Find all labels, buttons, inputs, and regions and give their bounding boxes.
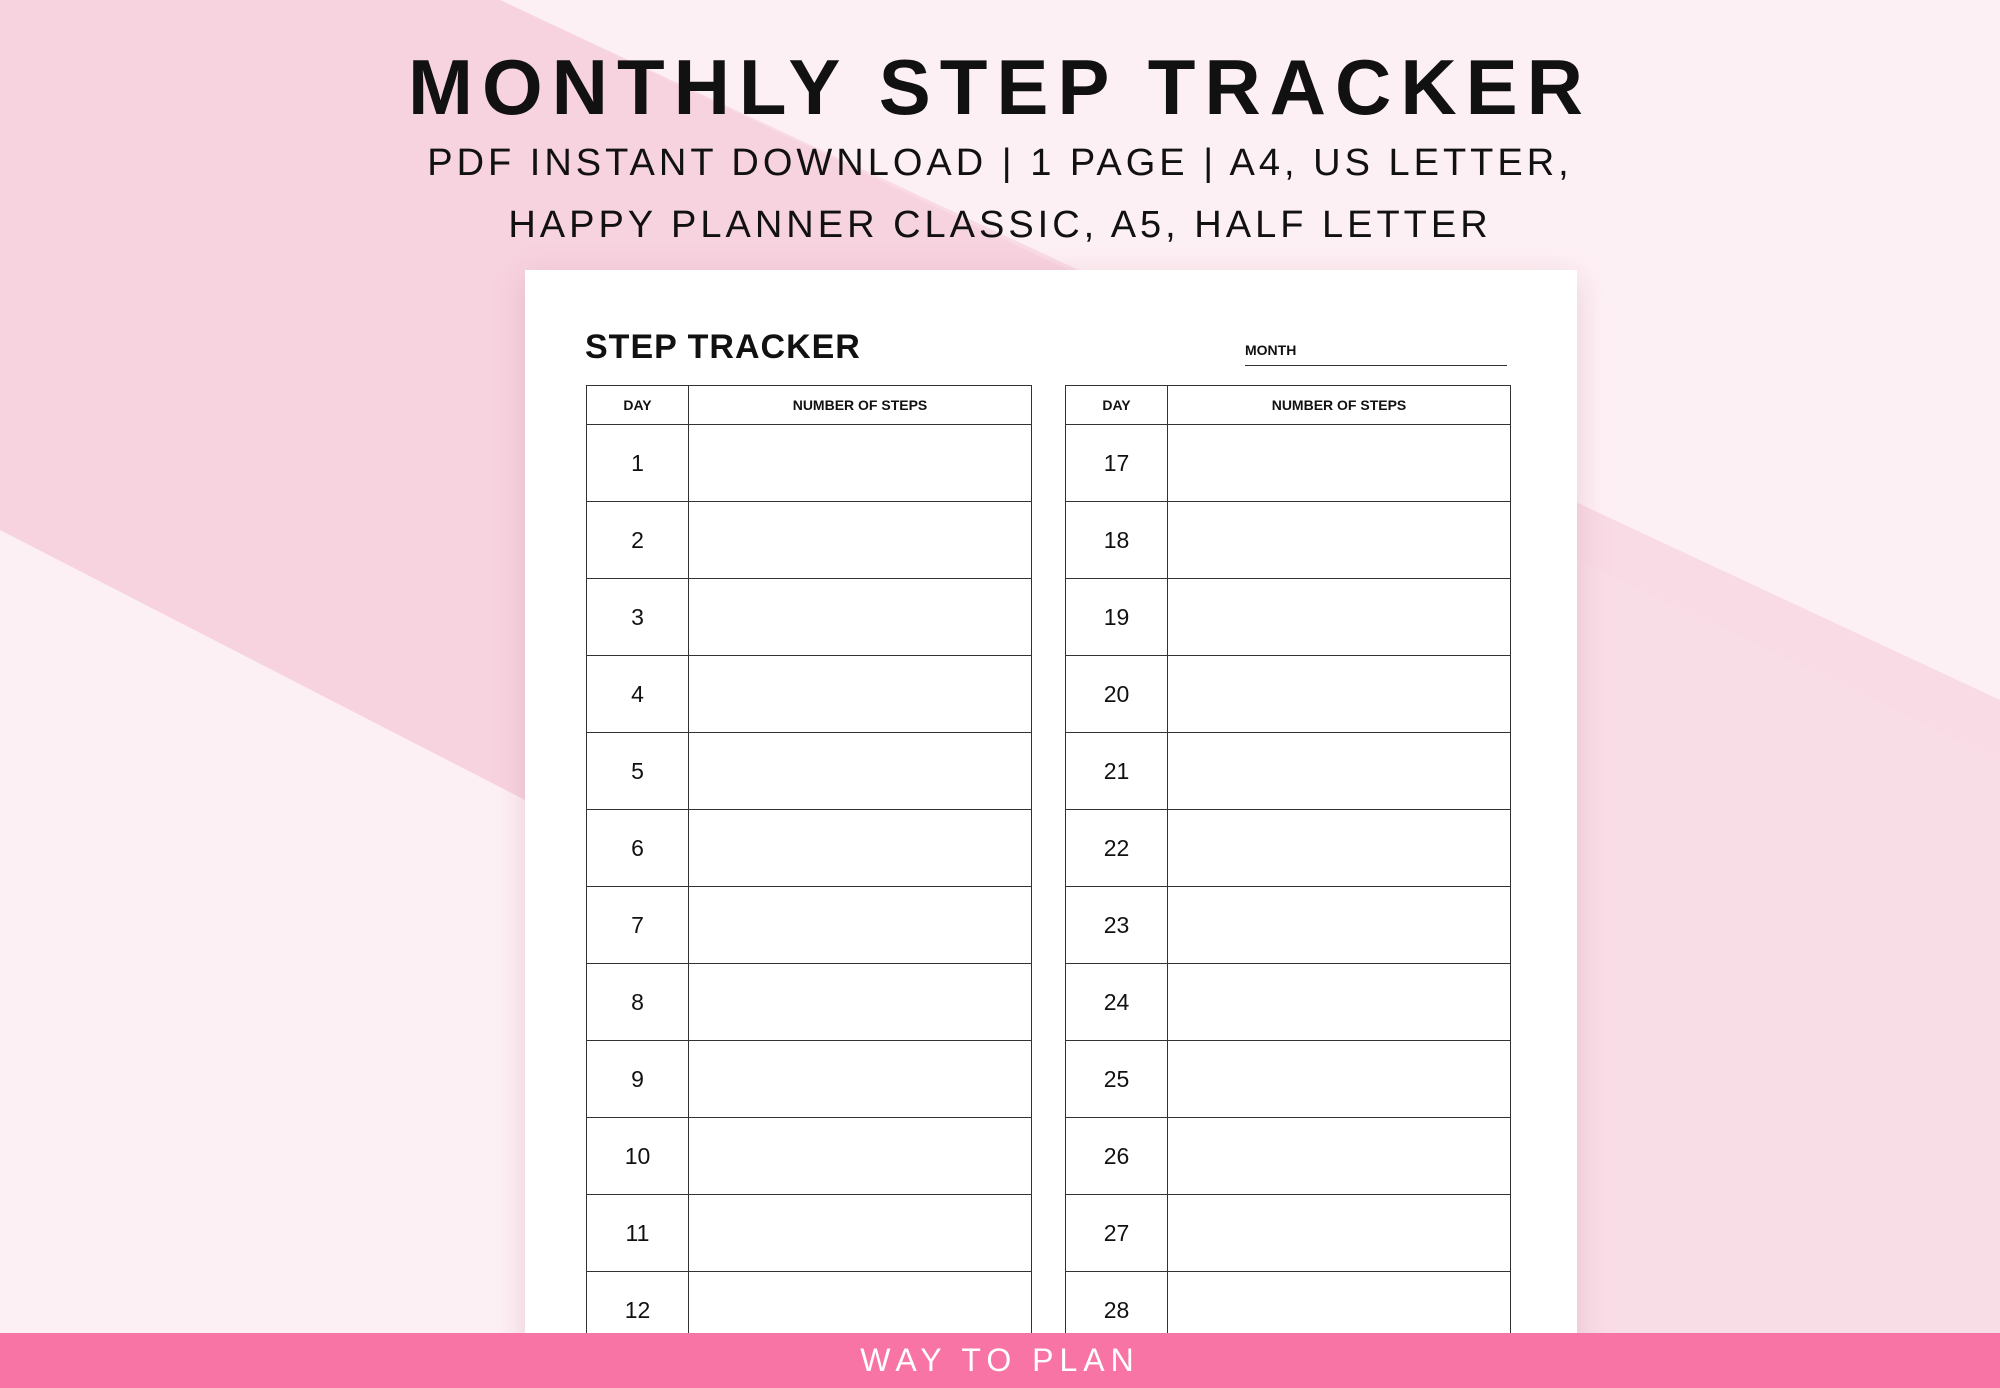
- steps-entry-cell: [689, 964, 1032, 1041]
- table-row: [1066, 964, 1511, 1041]
- day-column-header: DAY: [587, 386, 689, 425]
- table-header-row: [1066, 386, 1511, 425]
- subtitle-line-1: PDF INSTANT DOWNLOAD | 1 PAGE | A4, US LETTER,: [427, 142, 1573, 184]
- steps-entry-cell: [689, 425, 1032, 502]
- day-number: 25: [1066, 1041, 1168, 1118]
- steps-entry-cell: [1168, 733, 1511, 810]
- table-row: [1066, 1118, 1511, 1195]
- table-row: [1066, 1041, 1511, 1118]
- steps-column-header: NUMBER OF STEPS: [1168, 386, 1511, 425]
- steps-entry-cell: [689, 810, 1032, 887]
- table-row: [587, 502, 1032, 579]
- table-row: [587, 656, 1032, 733]
- tracker-table-right: [1065, 385, 1511, 1349]
- table-row: [587, 1118, 1032, 1195]
- steps-entry-cell: [1168, 1041, 1511, 1118]
- day-number: 2: [587, 502, 689, 579]
- tracker-table-left: [586, 385, 1032, 1349]
- steps-entry-cell: [1168, 579, 1511, 656]
- steps-entry-cell: [1168, 887, 1511, 964]
- table-row: [1066, 579, 1511, 656]
- month-fill-line: [1245, 365, 1507, 366]
- table-row: [1066, 1195, 1511, 1272]
- day-number: 23: [1066, 887, 1168, 964]
- table-row: [1066, 656, 1511, 733]
- printable-sheet: [525, 270, 1577, 1370]
- day-number: 19: [1066, 579, 1168, 656]
- day-column-header: DAY: [1066, 386, 1168, 425]
- day-number: 7: [587, 887, 689, 964]
- day-number: 18: [1066, 502, 1168, 579]
- table-row: [1066, 425, 1511, 502]
- day-number: 26: [1066, 1118, 1168, 1195]
- day-number: 3: [587, 579, 689, 656]
- table-row: [587, 425, 1032, 502]
- steps-entry-cell: [689, 502, 1032, 579]
- steps-entry-cell: [1168, 502, 1511, 579]
- steps-entry-cell: [689, 656, 1032, 733]
- day-number: 6: [587, 810, 689, 887]
- table-row: [587, 733, 1032, 810]
- subtitle-line-2: HAPPY PLANNER CLASSIC, A5, HALF LETTER: [508, 204, 1492, 246]
- day-number: 24: [1066, 964, 1168, 1041]
- steps-entry-cell: [1168, 656, 1511, 733]
- table-row: [587, 887, 1032, 964]
- table-row: [587, 810, 1032, 887]
- steps-entry-cell: [1168, 810, 1511, 887]
- table-row: [1066, 810, 1511, 887]
- steps-entry-cell: [1168, 1118, 1511, 1195]
- day-number: 10: [587, 1118, 689, 1195]
- day-number: 5: [587, 733, 689, 810]
- steps-entry-cell: [689, 1195, 1032, 1272]
- day-number: 17: [1066, 425, 1168, 502]
- steps-entry-cell: [1168, 964, 1511, 1041]
- steps-entry-cell: [689, 1041, 1032, 1118]
- day-number: 9: [587, 1041, 689, 1118]
- day-number: 8: [587, 964, 689, 1041]
- steps-column-header: NUMBER OF STEPS: [689, 386, 1032, 425]
- day-number: 27: [1066, 1195, 1168, 1272]
- day-number: 12: [587, 1272, 689, 1349]
- table-row: [587, 1041, 1032, 1118]
- day-number: 28: [1066, 1272, 1168, 1349]
- table-row: [1066, 887, 1511, 964]
- main-title: MONTHLY STEP TRACKER: [407, 43, 1593, 131]
- steps-entry-cell: [689, 887, 1032, 964]
- sheet-title: STEP TRACKER: [585, 328, 861, 366]
- month-label: MONTH: [1245, 342, 1297, 358]
- table-row: [1066, 502, 1511, 579]
- day-number: 11: [587, 1195, 689, 1272]
- brand-footer: WAY TO PLAN: [0, 1333, 2000, 1388]
- steps-entry-cell: [1168, 1195, 1511, 1272]
- day-number: 4: [587, 656, 689, 733]
- table-row: [587, 579, 1032, 656]
- table-row: [587, 1195, 1032, 1272]
- table-header-row: [587, 386, 1032, 425]
- steps-entry-cell: [689, 1118, 1032, 1195]
- steps-entry-cell: [689, 733, 1032, 810]
- day-number: 22: [1066, 810, 1168, 887]
- day-number: 1: [587, 425, 689, 502]
- table-row: [1066, 733, 1511, 810]
- steps-entry-cell: [1168, 425, 1511, 502]
- day-number: 21: [1066, 733, 1168, 810]
- table-row: [587, 964, 1032, 1041]
- steps-entry-cell: [689, 579, 1032, 656]
- day-number: 20: [1066, 656, 1168, 733]
